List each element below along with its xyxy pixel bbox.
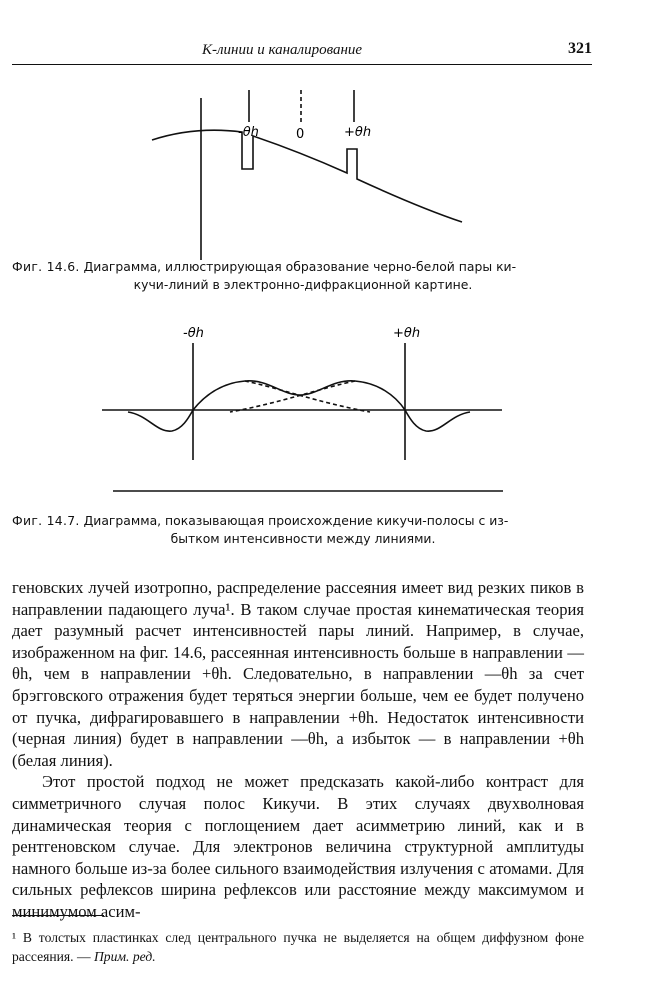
running-title: К-линии и каналирование (202, 42, 363, 58)
footnote-rule (12, 915, 104, 916)
caption-line: Диаграмма, иллюстрирующая образование черно-белой пары ки- (83, 259, 517, 274)
footnote (12, 928, 584, 966)
page-number: 321 (568, 40, 592, 57)
caption-line: бытком интенсивности между линиями. (170, 531, 436, 546)
caption-label: Фиг. 14.6. (12, 259, 80, 274)
body-text (12, 577, 584, 923)
fig146-label-plus-theta: +θh (344, 125, 372, 140)
running-header (12, 38, 592, 65)
fig147-dashed-curve-a (245, 381, 370, 412)
caption-line: Диаграмма, показывающая происхождение кикучи-полосы с из- (83, 513, 509, 528)
caption-line: кучи-линий в электронно-дифракционной картине. (133, 277, 473, 292)
fig146-label-zero: 0 (296, 127, 305, 142)
paragraph: геновских лучей изотропно, распределение рассеяния имеет вид резких пиков в направлении падающего луча¹. В таком случае простая кинематическая теория дает разумный расчет интенсивностей пары линий. Например, в случае, изображенном на фиг. 14.6, рассеянная интенсивность больше в направлении —θh, чем в направлении +θh. Следовательно, в направлении —θh за счет брэгговского отражения будет теряться энергии больше, чем ее будет получено от пучка, дифрагировавшего в направлении +θh. Недостаток интенсивности (черная линия) будет в направлении —θh, а избыток — в направлении +θh (белая линия). (12, 578, 584, 770)
figure-14-6-caption (12, 258, 594, 294)
fig147-label-minus-theta: -θh (183, 326, 204, 341)
fig146-label-minus-theta: -θh (238, 125, 259, 140)
caption-label: Фиг. 14.7. (12, 513, 80, 528)
footnote-editor-note: Прим. ред. (93, 949, 156, 964)
figure-14-7-caption (12, 512, 594, 548)
figure-14-7-diagram (0, 315, 666, 505)
fig146-intensity-curve (152, 130, 462, 222)
footnote-text: ¹ В толстых пластинках след центрального пучка не выделяется на общем диффузном фоне рассеяния. — (12, 930, 584, 964)
fig147-intensity-profile (128, 381, 470, 431)
paragraph: Этот простой подход не может предсказать какой-либо контраст для симметричного случая полос Кикучи. В этих случаях двухволновая динамическая теория с поглощением дает асимметрию линий, как и в рентгеновском случае. Для электронов величина структурной амплитуды намного больше из-за более сильного взаимодействия излучения с атомами. Для сильных рефлексов ширина рефлексов или расстояние между максимумом и минимумом асим- (12, 772, 584, 921)
fig147-dashed-curve-b (230, 381, 355, 412)
fig147-label-plus-theta: +θh (393, 326, 421, 341)
